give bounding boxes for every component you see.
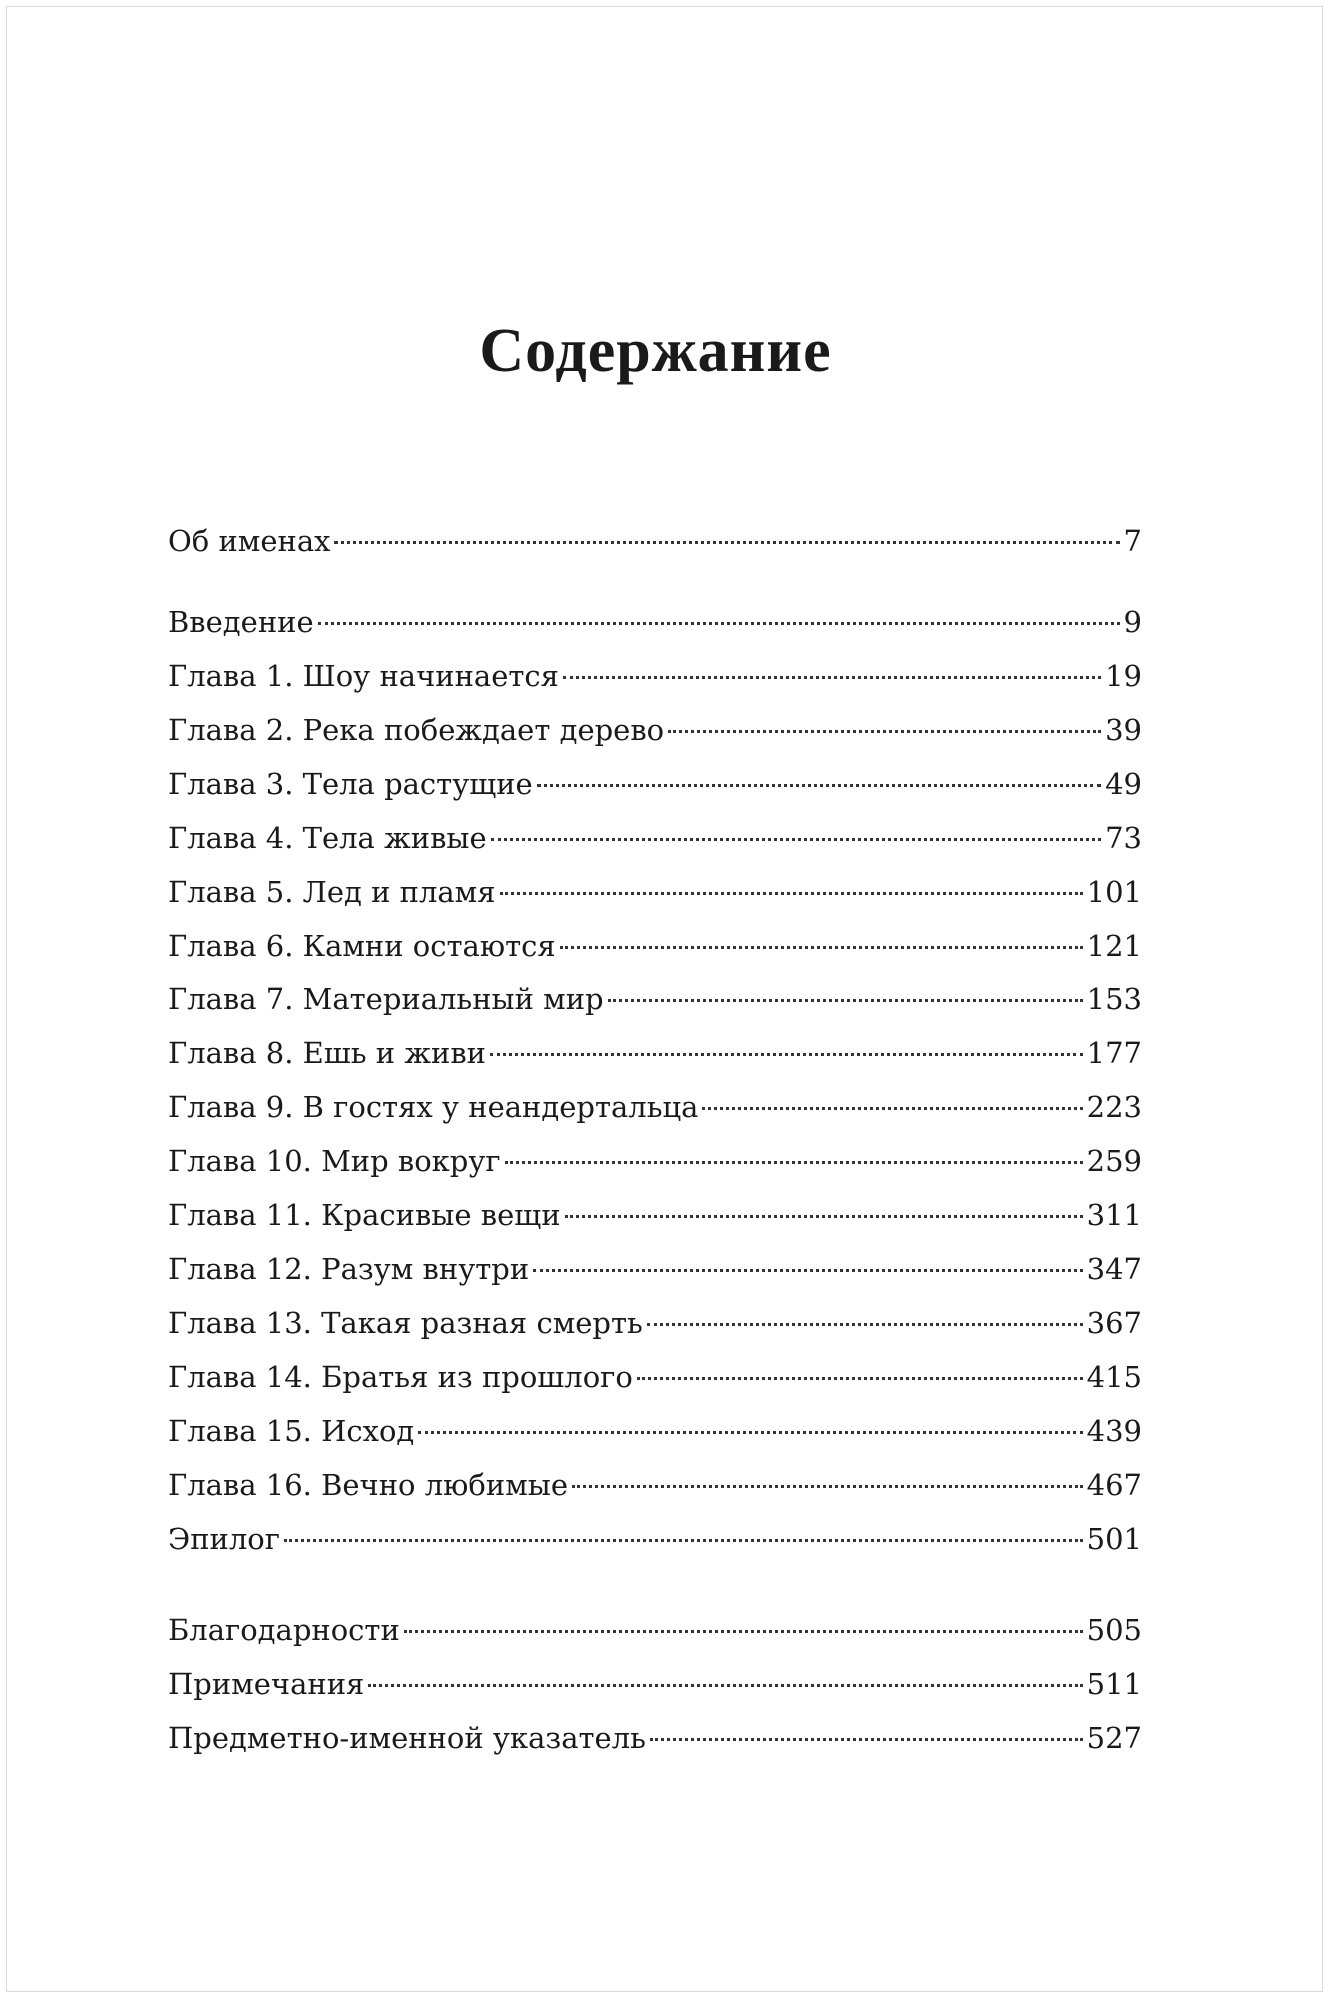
toc-entry-chapter-10[interactable] xyxy=(168,1139,1142,1183)
toc-entry-page: 121 xyxy=(1086,929,1142,963)
toc-entry-page: 347 xyxy=(1086,1252,1142,1286)
toc-dot-leader xyxy=(505,1161,1083,1164)
toc-entry-label: Введение xyxy=(168,605,314,639)
toc-dot-leader xyxy=(284,1539,1083,1542)
toc-entry-label: Глава 1. Шоу начинается xyxy=(168,659,559,693)
toc-entry-label: Глава 15. Исход xyxy=(168,1414,415,1448)
toc-entry-label: Примечания xyxy=(168,1667,365,1701)
toc-entry-chapter-12[interactable] xyxy=(168,1247,1142,1291)
toc-entry-chapter-4[interactable] xyxy=(168,816,1142,860)
toc-dot-leader xyxy=(533,1269,1082,1272)
toc-entry-label: Благодарности xyxy=(168,1613,400,1647)
toc-entry-label: Глава 11. Красивые вещи xyxy=(168,1198,561,1232)
toc-entry-chapter-2[interactable] xyxy=(168,708,1142,752)
toc-entry-chapter-13[interactable] xyxy=(168,1301,1142,1345)
toc-entry-label: Глава 4. Тела живые xyxy=(168,821,487,855)
toc-dot-leader xyxy=(334,541,1119,544)
toc-entry-label: Глава 9. В гостях у неандертальца xyxy=(168,1090,699,1124)
toc-entry-label: Глава 3. Тела растущие xyxy=(168,767,533,801)
toc-dot-leader xyxy=(368,1684,1082,1687)
toc-entry-page: 177 xyxy=(1086,1036,1142,1070)
toc-dot-leader xyxy=(668,730,1101,733)
toc-entry-label: Глава 16. Вечно любимые xyxy=(168,1468,568,1502)
toc-entry-page: 311 xyxy=(1086,1198,1142,1232)
toc-entry-label: Глава 14. Братья из прошлого xyxy=(168,1360,633,1394)
toc-entry-page: 467 xyxy=(1086,1468,1142,1502)
toc-dot-leader xyxy=(608,999,1083,1002)
toc-entry-chapter-5[interactable] xyxy=(168,870,1142,914)
toc-entry-page: 505 xyxy=(1086,1613,1142,1647)
toc-entry-chapter-3[interactable] xyxy=(168,762,1142,806)
toc-entry-chapter-7[interactable] xyxy=(168,977,1142,1021)
toc-entry-chapter-9[interactable] xyxy=(168,1085,1142,1129)
toc-dot-leader xyxy=(537,784,1101,787)
toc-entry-index[interactable] xyxy=(168,1716,1142,1760)
toc-dot-leader xyxy=(500,892,1083,895)
toc-entry-page: 415 xyxy=(1086,1360,1142,1394)
toc-dot-leader xyxy=(563,676,1101,679)
toc-entry-page: 9 xyxy=(1123,605,1142,639)
toc-entry-label: Глава 6. Камни остаются xyxy=(168,929,556,963)
toc-entry-page: 527 xyxy=(1086,1721,1142,1755)
toc-entry-page: 19 xyxy=(1105,659,1142,693)
table-of-contents xyxy=(168,0,1142,2000)
toc-entry-page: 7 xyxy=(1123,524,1142,558)
toc-entry-acknowledgements[interactable] xyxy=(168,1608,1142,1652)
toc-entry-chapter-6[interactable] xyxy=(168,924,1142,968)
toc-entry-page: 39 xyxy=(1105,713,1142,747)
toc-entry-chapter-8[interactable] xyxy=(168,1031,1142,1075)
toc-entry-label: Глава 2. Река побеждает дерево xyxy=(168,713,665,747)
toc-dot-leader xyxy=(560,946,1083,949)
toc-entry-label: Об именах xyxy=(168,524,331,558)
toc-dot-leader xyxy=(418,1431,1082,1434)
toc-entry-label: Глава 8. Ешь и живи xyxy=(168,1036,486,1070)
toc-dot-leader xyxy=(490,1053,1083,1056)
toc-entry-chapter-16[interactable] xyxy=(168,1463,1142,1507)
toc-dot-leader xyxy=(572,1485,1083,1488)
toc-entry-page: 501 xyxy=(1086,1522,1142,1556)
toc-entry-page: 367 xyxy=(1086,1306,1142,1340)
toc-entry-page: 223 xyxy=(1086,1090,1142,1124)
toc-entry-label: Эпилог xyxy=(168,1522,280,1556)
toc-entry-label: Глава 13. Такая разная смерть xyxy=(168,1306,643,1340)
toc-dot-leader xyxy=(404,1630,1083,1633)
toc-entry-label: Глава 10. Мир вокруг xyxy=(168,1144,501,1178)
toc-dot-leader xyxy=(702,1107,1082,1110)
toc-entry-label: Глава 5. Лед и пламя xyxy=(168,875,496,909)
page-title: Содержание xyxy=(479,317,832,385)
toc-entry-page: 101 xyxy=(1086,875,1142,909)
toc-entry-chapter-14[interactable] xyxy=(168,1355,1142,1399)
toc-entry-page: 49 xyxy=(1105,767,1142,801)
toc-dot-leader xyxy=(637,1377,1083,1380)
toc-entry-about-names[interactable] xyxy=(168,519,1142,563)
toc-entry-page: 153 xyxy=(1086,982,1142,1016)
toc-entry-label: Предметно-именной указатель xyxy=(168,1721,646,1755)
toc-entry-page: 259 xyxy=(1086,1144,1142,1178)
toc-dot-leader xyxy=(491,838,1101,841)
toc-entry-notes[interactable] xyxy=(168,1662,1142,1706)
toc-dot-leader xyxy=(647,1323,1083,1326)
toc-entry-page: 511 xyxy=(1086,1667,1142,1701)
toc-entry-chapter-1[interactable] xyxy=(168,654,1142,698)
toc-entry-label: Глава 12. Разум внутри xyxy=(168,1252,530,1286)
toc-entry-introduction[interactable] xyxy=(168,600,1142,644)
toc-entry-chapter-11[interactable] xyxy=(168,1193,1142,1237)
toc-entry-chapter-15[interactable] xyxy=(168,1409,1142,1453)
toc-dot-leader xyxy=(318,622,1120,625)
toc-dot-leader xyxy=(565,1215,1083,1218)
toc-entry-label: Глава 7. Материальный мир xyxy=(168,982,604,1016)
toc-entry-page: 73 xyxy=(1105,821,1142,855)
toc-dot-leader xyxy=(650,1738,1083,1741)
toc-entry-epilogue[interactable] xyxy=(168,1517,1142,1561)
toc-entry-page: 439 xyxy=(1086,1414,1142,1448)
